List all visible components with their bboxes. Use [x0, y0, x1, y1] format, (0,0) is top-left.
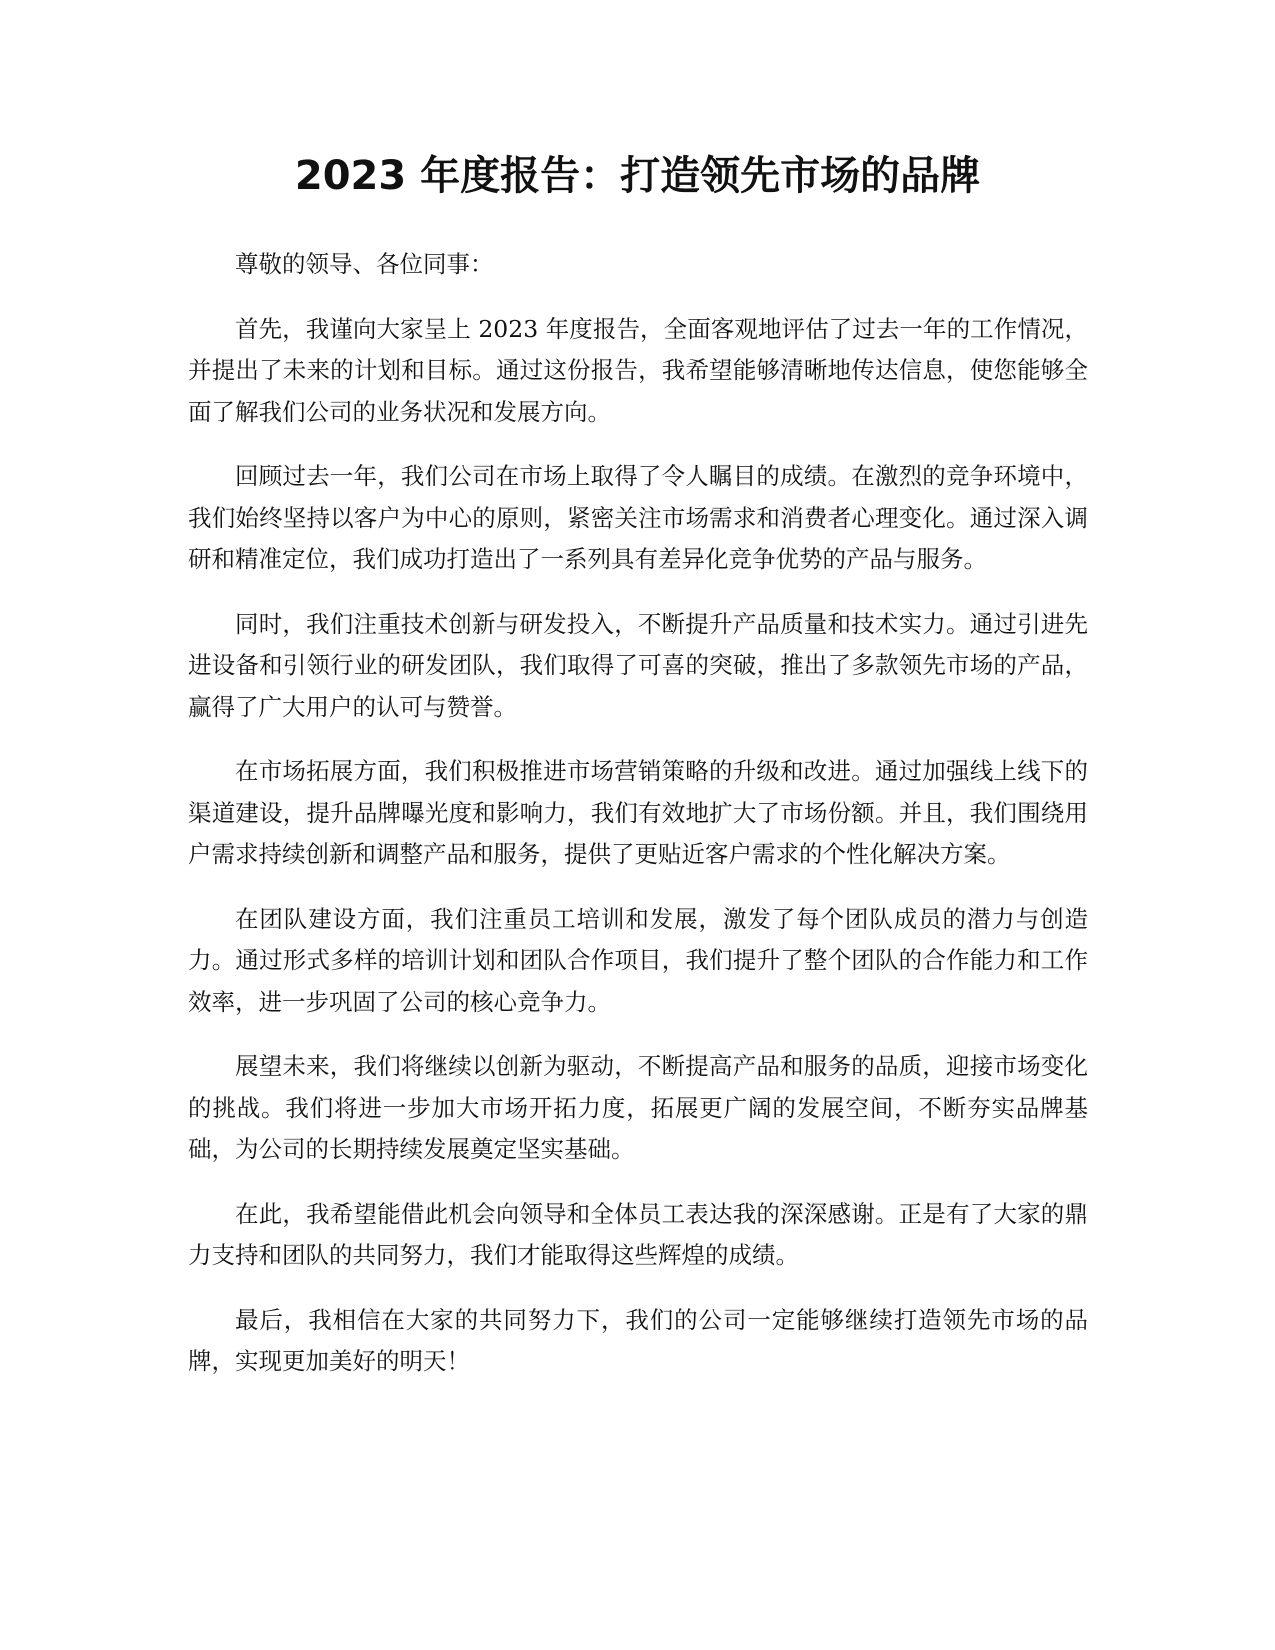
document-body	[188, 244, 1088, 1406]
document-title: 2023 年度报告：打造领先市场的品牌	[294, 153, 981, 199]
paragraph-closing: 最后，我相信在大家的共同努力下，我们的公司一定能够继续打造领先市场的品牌，实现更加美好的明天！	[188, 1305, 1088, 1375]
paragraph-market-expansion: 在市场拓展方面，我们积极推进市场营销策略的升级和改进。通过加强线上线下的渠道建设，提升品牌曝光度和影响力，我们有效地扩大了市场份额。并且，我们围绕用户需求持续创新和调整产品和服务，提供了更贴近客户需求的个性化解决方案。	[188, 757, 1088, 868]
paragraph-team-building: 在团队建设方面，我们注重员工培训和发展，激发了每个团队成员的潜力与创造力。通过形式多样的培训计划和团队合作项目，我们提升了整个团队的合作能力和工作效率，进一步巩固了公司的核心竞争力。	[188, 904, 1088, 1016]
paragraph-outlook: 展望未来，我们将继续以创新为驱动，不断提高产品和服务的品质，迎接市场变化的挑战。我们将进一步加大市场开拓力度，拓展更广阔的发展空间，不断夯实品牌基础，为公司的长期持续发展奠定坚实基础。	[188, 1052, 1088, 1163]
paragraph-thanks: 在此，我希望能借此机会向领导和全体员工表达我的深深感谢。正是有了大家的鼎力支持和团队的共同努力，我们才能取得这些辉煌的成绩。	[188, 1199, 1088, 1269]
paragraph-intro: 首先，我谨向大家呈上 2023 年度报告，全面客观地评估了过去一年的工作情况，并提出了未来的计划和目标。通过这份报告，我希望能够清晰地传达信息，使您能够全面了解我们公司的业务状况和发展方向。	[188, 314, 1088, 426]
paragraph-technology: 同时，我们注重技术创新与研发投入，不断提升产品质量和技术实力。通过引进先进设备和引领行业的研发团队，我们取得了可喜的突破，推出了多款领先市场的产品，赢得了广大用户的认可与赞誉。	[188, 609, 1088, 721]
salutation: 尊敬的领导、各位同事：	[235, 250, 494, 278]
paragraph-review: 回顾过去一年，我们公司在市场上取得了令人瞩目的成绩。在激烈的竞争环境中，我们始终坚持以客户为中心的原则，紧密关注市场需求和消费者心理变化。通过深入调研和精准定位，我们成功打造出了一系列具有差异化竞争优势的产品与服务。	[188, 462, 1088, 573]
